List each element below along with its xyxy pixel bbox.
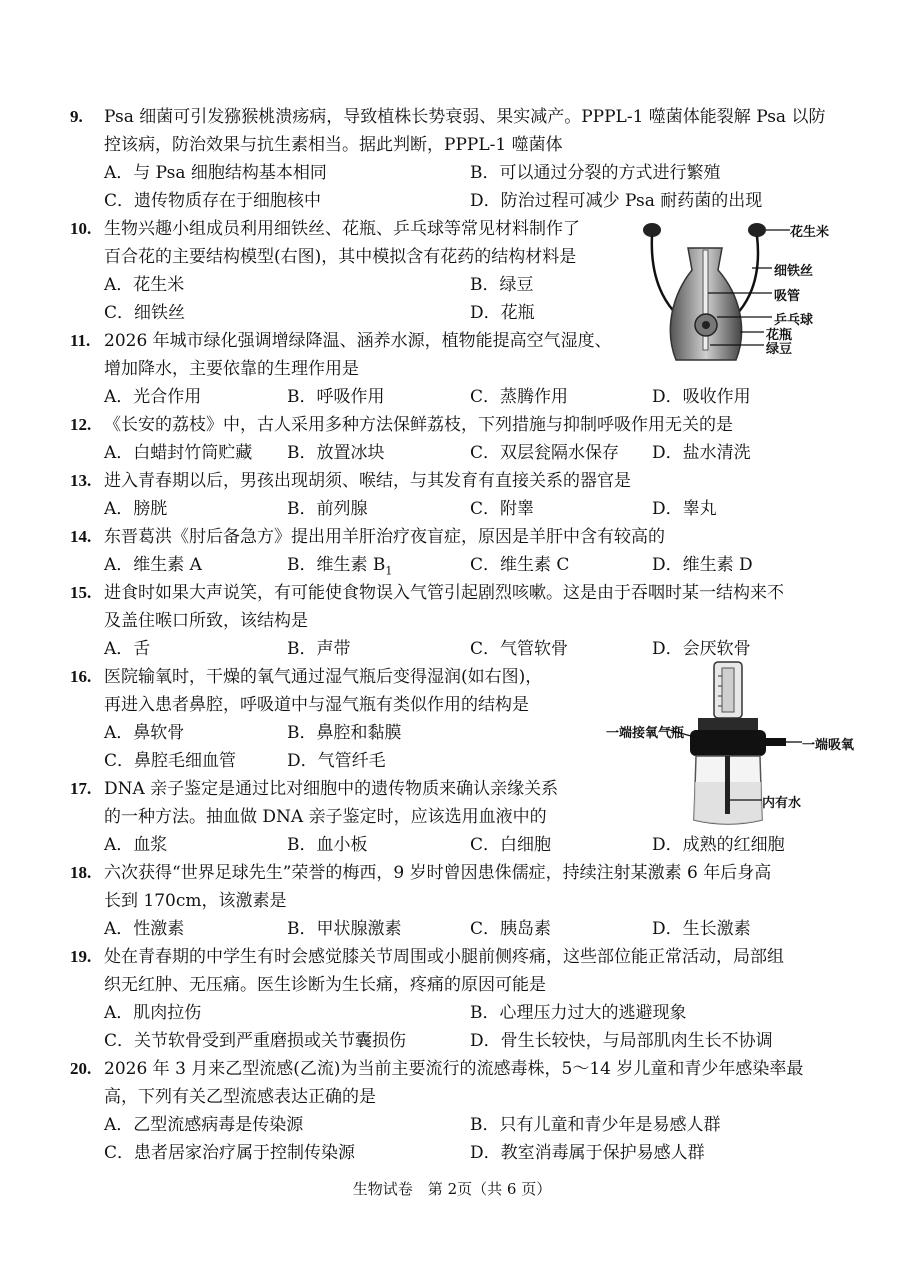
option-16d[interactable]: D．气管纤毛: [287, 751, 386, 771]
option-13b[interactable]: B．前列腺: [287, 499, 368, 519]
option-18a[interactable]: A．性激素: [104, 919, 185, 939]
option-13a[interactable]: A．膀胱: [104, 499, 168, 519]
option-11c[interactable]: C．蒸腾作用: [470, 387, 569, 407]
question-text: 处在青春期的中学生有时会感觉膝关节周围或小腿前侧疼痛，这些部位能正常活动，局部组: [104, 947, 784, 967]
option-10d[interactable]: D．花瓶: [470, 303, 535, 323]
option-9d[interactable]: D．防治过程可减少 Psa 耐药菌的出现: [470, 191, 763, 211]
subscript: 1: [385, 564, 393, 578]
question-13-line-1: [70, 470, 631, 492]
option-20a[interactable]: A．乙型流感病毒是传染源: [104, 1115, 304, 1135]
option-18c[interactable]: C．胰岛素: [470, 919, 552, 939]
label-straw: 吸管: [774, 289, 801, 304]
question-number: 9.: [70, 107, 83, 126]
question-17-line-1: [70, 778, 558, 800]
label-oxygen-inlet: 一端接氧气瓶: [606, 726, 685, 741]
question-number: 18.: [70, 863, 92, 882]
question-12-line-1: [70, 414, 733, 436]
option-9c[interactable]: C．遗传物质存在于细胞核中: [104, 191, 322, 211]
option-12b[interactable]: B．放置冰块: [287, 443, 385, 463]
option-17c[interactable]: C．白细胞: [470, 835, 552, 855]
question-11-line-1: [70, 330, 612, 352]
option-18d[interactable]: D．生长激素: [652, 919, 751, 939]
question-18-line-1: [70, 862, 771, 884]
question-20-line-1: [70, 1058, 803, 1080]
question-text: 2026 年 3 月来乙型流感(乙流)为当前主要流行的流感毒株，5～14 岁儿童和青少年感染率最: [104, 1059, 804, 1079]
question-number: 16.: [70, 667, 92, 686]
label-inhale-end: 一端吸氧: [802, 738, 855, 753]
question-number: 19.: [70, 947, 92, 966]
option-13c[interactable]: C．附睾: [470, 499, 535, 519]
question-text: 2026 年城市绿化强调增绿降温、涵养水源，植物能提高空气湿度、: [104, 331, 612, 351]
label-mung-bean: 绿豆: [766, 342, 793, 357]
option-16a[interactable]: A．鼻软骨: [104, 723, 185, 743]
option-12c[interactable]: C．双层瓮隔水保存: [470, 443, 620, 463]
option-15d[interactable]: D．会厌软骨: [652, 639, 751, 659]
option-10b[interactable]: B．绿豆: [470, 275, 534, 295]
option-11a[interactable]: A．光合作用: [104, 387, 202, 407]
question-number: 15.: [70, 583, 92, 602]
option-10a[interactable]: A．花生米: [104, 275, 185, 295]
humidifier-bottle-figure: [606, 660, 855, 830]
question-text: 东晋葛洪《肘后备急方》提出用羊肝治疗夜盲症，原因是羊肝中含有较高的: [104, 527, 665, 547]
option-17a[interactable]: A．血浆: [104, 835, 168, 855]
question-15-line-2: 及盖住喉口所致，该结构是: [104, 611, 308, 631]
option-15c[interactable]: C．气管软骨: [470, 639, 569, 659]
question-number: 13.: [70, 471, 92, 490]
label-pingpong: 乒乓球: [774, 313, 814, 328]
page-footer: 生物试卷 第 2页（共 6 页）: [352, 1180, 552, 1198]
question-16-line-2: 再进入患者鼻腔，呼吸道中与湿气瓶有类似作用的结构是: [104, 695, 529, 715]
question-9-line-2: 控该病，防治效果与抗生素相当。据此判断，PPPL-1 噬菌体: [104, 135, 563, 155]
question-text: 进食时如果大声说笑，有可能使食物误入气管引起剧烈咳嗽。这是由于吞咽时某一结构来不: [104, 583, 784, 603]
option-14a[interactable]: A．维生素 A: [104, 555, 202, 575]
option-19a[interactable]: A．肌肉拉伤: [104, 1003, 202, 1023]
question-11-line-2: 增加降水，主要依靠的生理作用是: [104, 359, 359, 379]
option-19b[interactable]: B．心理压力过大的逃避现象: [470, 1003, 687, 1023]
option-18b[interactable]: B．甲状腺激素: [287, 919, 402, 939]
question-text: Psa 细菌可引发猕猴桃溃疡病，导致植株长势衰弱、果实减产。PPPL-1 噬菌体能裂解 Psa 以防: [104, 107, 826, 127]
question-text: DNA 亲子鉴定是通过比对细胞中的遗传物质来确认亲缘关系: [104, 779, 559, 799]
label-iron-wire: 细铁丝: [774, 264, 814, 279]
option-17b[interactable]: B．血小板: [287, 835, 368, 855]
option-11d[interactable]: D．吸收作用: [652, 387, 751, 407]
question-18-line-2: 长到 170cm，该激素是: [104, 891, 287, 911]
question-number: 17.: [70, 779, 92, 798]
question-20-line-2: 高，下列有关乙型流感表达正确的是: [104, 1087, 376, 1107]
option-14d[interactable]: D．维生素 D: [652, 555, 753, 575]
question-15-line-1: [70, 582, 784, 604]
question-number: 10.: [70, 219, 92, 238]
option-19c[interactable]: C．关节软骨受到严重磨损或关节囊损伤: [104, 1031, 407, 1051]
option-17d[interactable]: D．成熟的红细胞: [652, 835, 785, 855]
option-12d[interactable]: D．盐水清洗: [652, 443, 751, 463]
question-text: 生物兴趣小组成员利用细铁丝、花瓶、乒乓球等常见材料制作了: [104, 219, 580, 239]
option-15b[interactable]: B．声带: [287, 639, 351, 659]
label-vase: 花瓶: [766, 328, 793, 343]
question-number: 11.: [70, 331, 91, 350]
option-20b[interactable]: B．只有儿童和青少年是易感人群: [470, 1115, 721, 1135]
option-15a[interactable]: A．舌: [104, 639, 151, 659]
label-water-inside: 内有水: [762, 796, 802, 811]
question-19-line-1: [70, 946, 784, 968]
option-14c[interactable]: C．维生素 C: [470, 555, 570, 575]
option-20c[interactable]: C．患者居家治疗属于控制传染源: [104, 1143, 356, 1163]
question-number: 12.: [70, 415, 92, 434]
option-19d[interactable]: D．骨生长较快，与局部肌肉生长不协调: [470, 1031, 773, 1051]
question-14-line-1: [70, 526, 665, 548]
option-20d[interactable]: D．教室消毒属于保护易感人群: [470, 1143, 705, 1163]
question-number: 20.: [70, 1059, 92, 1078]
flower-model-figure: [640, 220, 840, 370]
question-text: 六次获得“世界足球先生”荣誉的梅西，9 岁时曾因患侏儒症，持续注射某激素 6 年后身高: [104, 863, 772, 883]
question-text: 《长安的荔枝》中，古人采用多种方法保鲜荔枝，下列措施与抑制呼吸作用无关的是: [104, 415, 733, 435]
question-text: 医院输氧时，干燥的氧气通过湿气瓶后变得湿润(如右图)，: [104, 667, 543, 687]
option-12a[interactable]: A．白蜡封竹筒贮藏: [104, 443, 253, 463]
option-14b[interactable]: B．维生素 $B_1$: [287, 555, 393, 578]
option-16b[interactable]: B．鼻腔和黏膜: [287, 723, 402, 743]
question-9-line-1: [70, 106, 825, 128]
option-11b[interactable]: B．呼吸作用: [287, 387, 385, 407]
question-10-line-1: [70, 218, 580, 240]
flower-model-illustration: [640, 220, 840, 370]
option-16c[interactable]: C．鼻腔毛细血管: [104, 751, 237, 771]
option-10c[interactable]: C．细铁丝: [104, 303, 186, 323]
option-13d[interactable]: D．睾丸: [652, 499, 717, 519]
question-17-line-2: 的一种方法。抽血做 DNA 亲子鉴定时，应该选用血液中的: [104, 807, 547, 827]
question-text: 进入青春期以后，男孩出现胡须、喉结，与其发育有直接关系的器官是: [104, 471, 631, 491]
option-9b[interactable]: B．可以通过分裂的方式进行繁殖: [470, 163, 721, 183]
label-peanut: 花生米: [790, 225, 830, 240]
question-10-line-2: 百合花的主要结构模型(右图)，其中模拟含有花药的结构材料是: [104, 247, 577, 267]
question-19-line-2: 织无红肿、无压痛。医生诊断为生长痛，疼痛的原因可能是: [104, 975, 546, 995]
question-16-line-1: [70, 666, 542, 688]
option-9a[interactable]: A．与 Psa 细胞结构基本相同: [104, 163, 327, 183]
question-number: 14.: [70, 527, 92, 546]
